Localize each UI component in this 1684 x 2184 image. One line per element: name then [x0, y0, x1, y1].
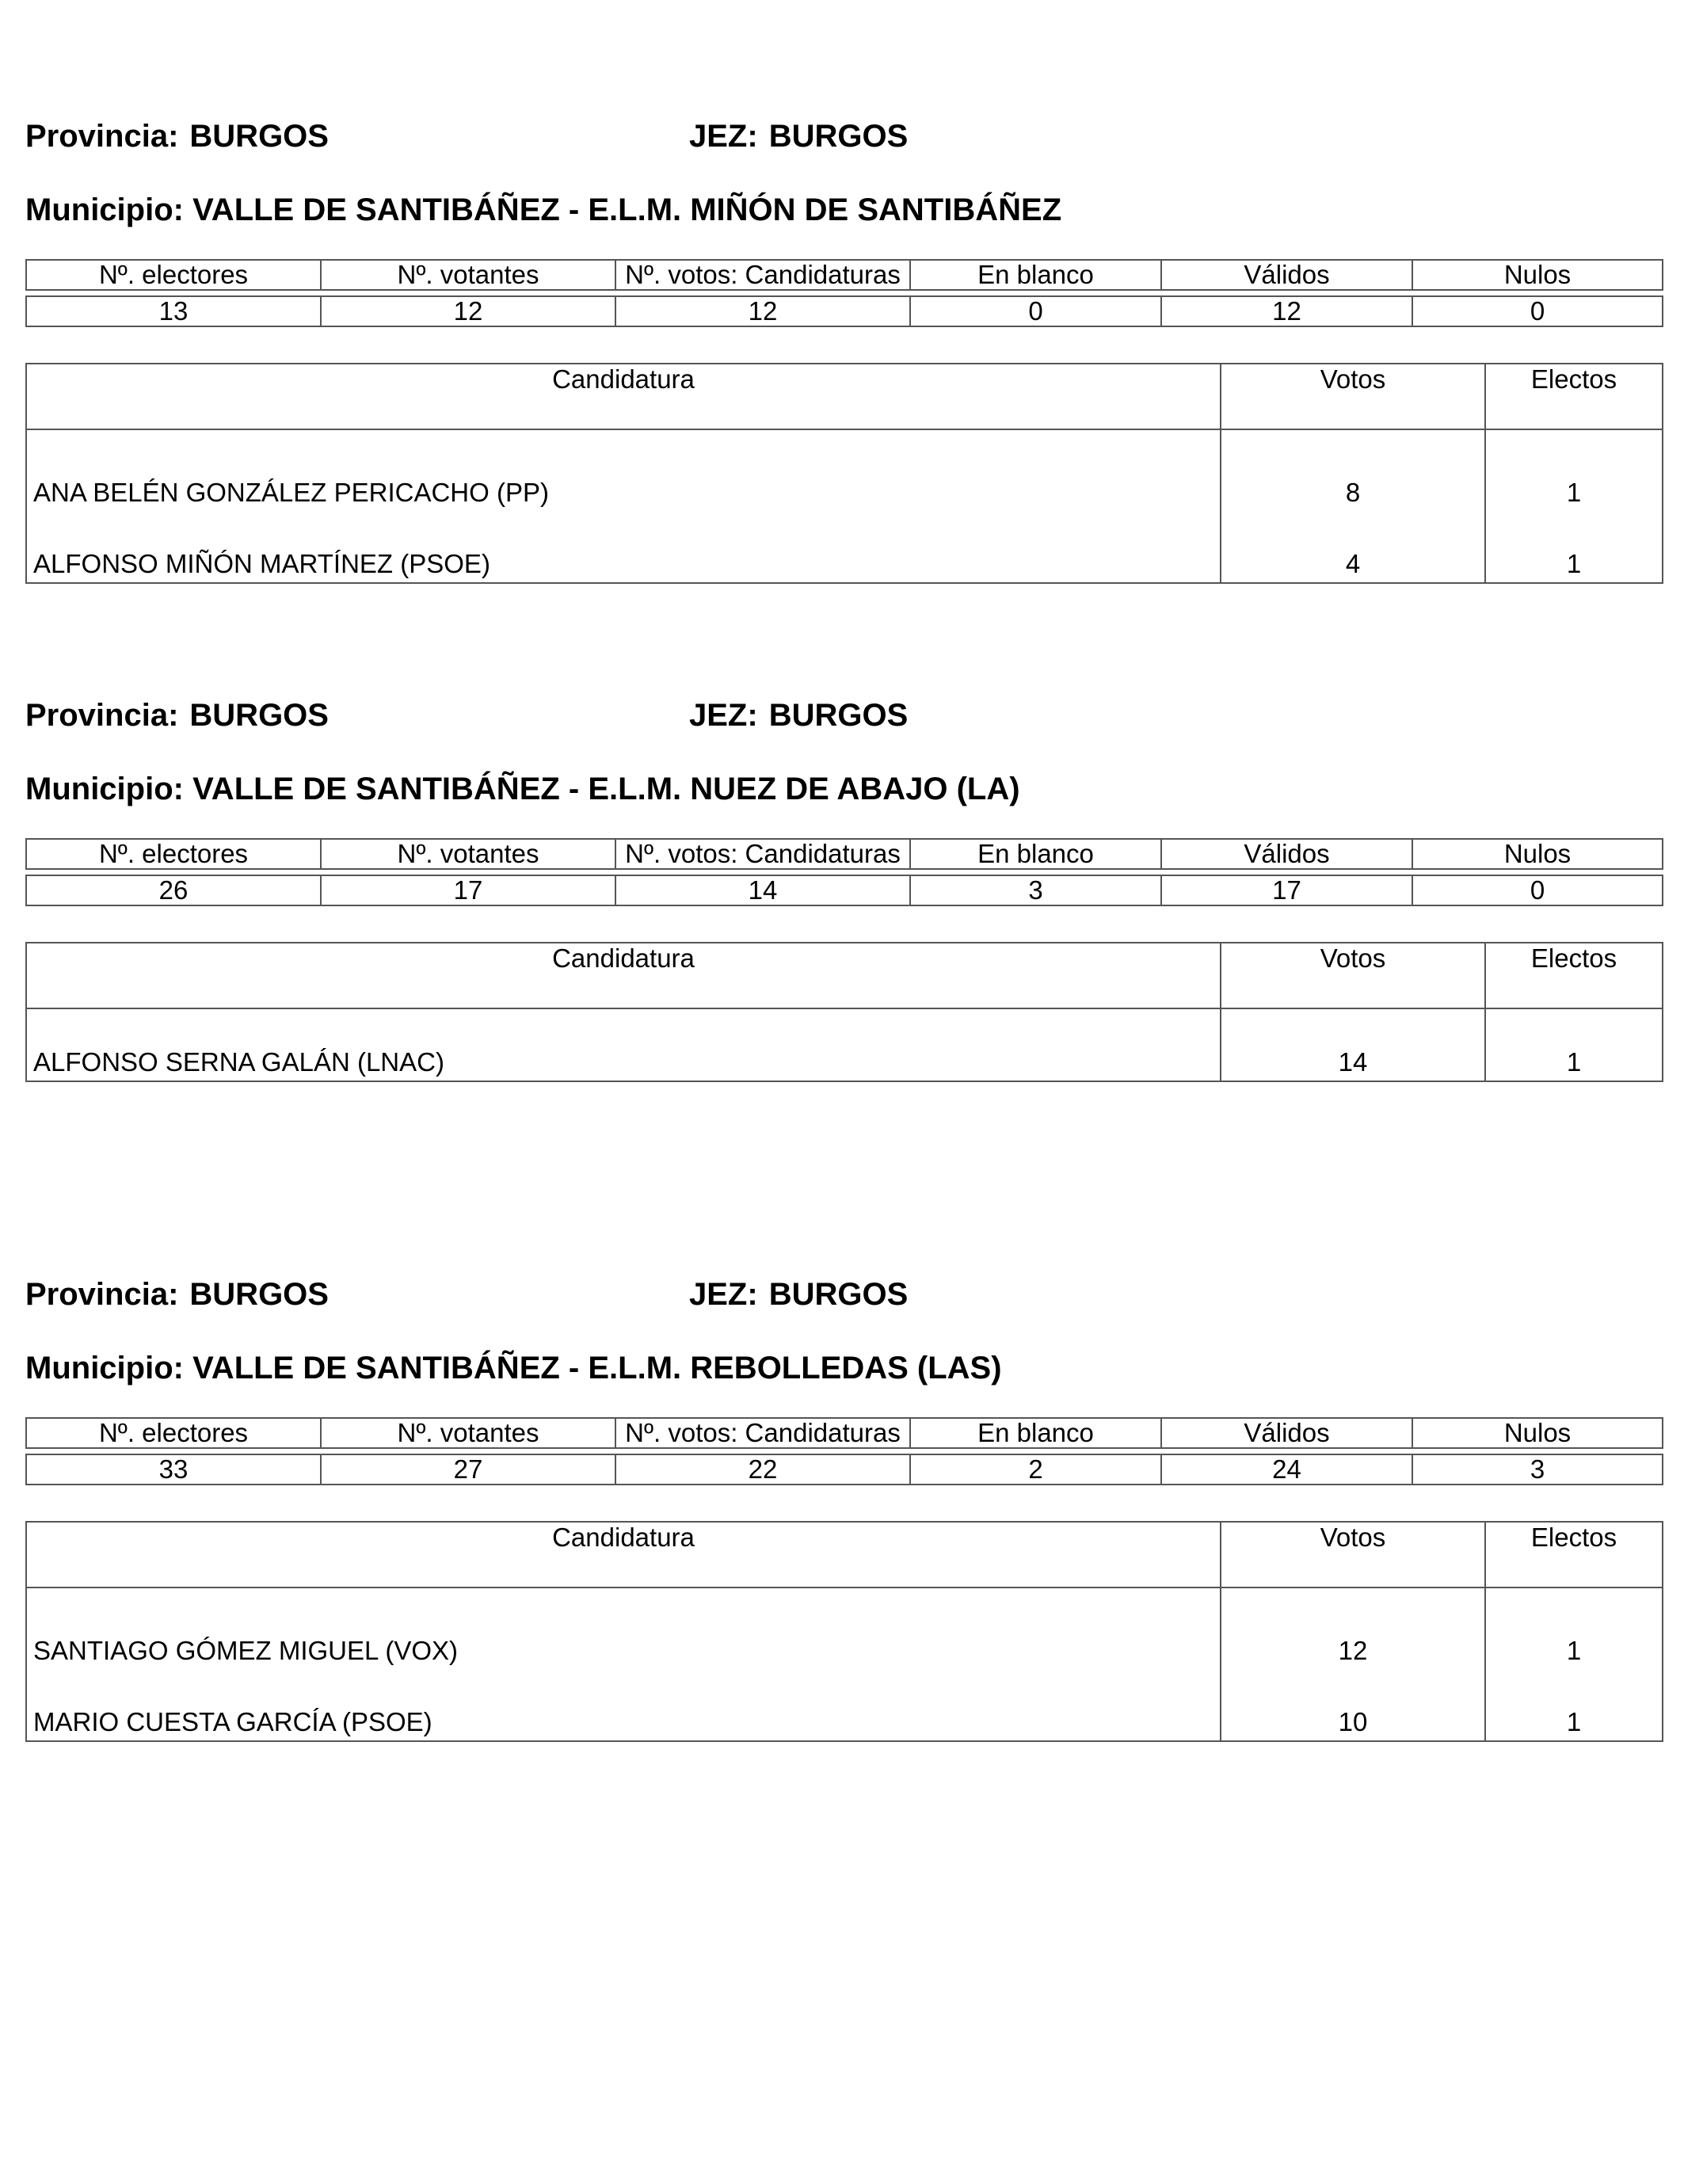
- stat-header: Nº. votos: Candidaturas: [615, 839, 910, 869]
- candidates-header-row: [26, 943, 1663, 1008]
- municipio-value: VALLE DE SANTIBÁÑEZ - E.L.M. MIÑÓN DE SANTIBÁÑEZ: [192, 192, 1062, 227]
- provincia-value: BURGOS: [189, 698, 329, 733]
- jez-value: BURGOS: [768, 1277, 909, 1312]
- stat-header: Nº. votantes: [321, 260, 615, 290]
- candidate-votos: 10: [1221, 1669, 1485, 1741]
- municipio-label: Municipio:: [25, 772, 184, 806]
- candidatura-header: Candidatura: [26, 1522, 1221, 1587]
- stat-header: En blanco: [910, 260, 1161, 290]
- stats-table: [25, 838, 1663, 906]
- municipio-label: Municipio:: [25, 192, 184, 227]
- stat-header: Nº. votantes: [321, 839, 615, 869]
- votos-header: Votos: [1221, 364, 1485, 429]
- candidate-name: ALFONSO MIÑÓN MARTÍNEZ (PSOE): [26, 511, 1221, 583]
- jez-label: JEZ:: [689, 698, 758, 733]
- candidatura-header: Candidatura: [26, 943, 1221, 1008]
- candidate-electos: 1: [1485, 1008, 1663, 1081]
- stat-header: Válidos: [1161, 839, 1412, 869]
- provincia-value: BURGOS: [189, 119, 329, 154]
- candidate-row: [26, 1669, 1663, 1741]
- stat-header: Nº. electores: [26, 839, 321, 869]
- provincia-line: [25, 119, 329, 154]
- stat-value: 13: [26, 296, 321, 326]
- candidates-header-row: [26, 364, 1663, 429]
- stats-table: [25, 1417, 1663, 1485]
- candidatura-header: Candidatura: [26, 364, 1221, 429]
- candidate-row: [26, 1587, 1663, 1669]
- stat-header: Nº. votantes: [321, 1418, 615, 1448]
- candidate-row: [26, 429, 1663, 511]
- stat-value: 12: [615, 296, 910, 326]
- stat-header: En blanco: [910, 839, 1161, 869]
- provincia-label: Provincia:: [25, 698, 179, 733]
- stat-header: Nº. votos: Candidaturas: [615, 1418, 910, 1448]
- candidate-row: [26, 1008, 1663, 1081]
- stat-value: 17: [321, 875, 615, 905]
- stats-value-row: [26, 296, 1663, 326]
- candidate-electos: 1: [1485, 1669, 1663, 1741]
- jez-line: [689, 1277, 908, 1312]
- candidates-table: [25, 942, 1663, 1082]
- provincia-line: [25, 698, 329, 733]
- stat-header: En blanco: [910, 1418, 1161, 1448]
- electos-header: Electos: [1485, 943, 1663, 1008]
- jez-value: BURGOS: [768, 119, 909, 154]
- stats-header-row: [26, 1418, 1663, 1448]
- jez-label: JEZ:: [689, 1277, 758, 1312]
- stat-header: Nº. votos: Candidaturas: [615, 260, 910, 290]
- provincia-line: [25, 1277, 329, 1312]
- provincia-value: BURGOS: [189, 1277, 329, 1312]
- provincia-label: Provincia:: [25, 119, 179, 154]
- candidate-votos: 14: [1221, 1008, 1485, 1081]
- stats-header-row: [26, 839, 1663, 869]
- jez-label: JEZ:: [689, 119, 758, 154]
- candidates-table: [25, 363, 1663, 584]
- votos-header: Votos: [1221, 943, 1485, 1008]
- candidate-votos: 4: [1221, 511, 1485, 583]
- stats-table: [25, 259, 1663, 327]
- stat-header: Válidos: [1161, 1418, 1412, 1448]
- stat-value: 12: [1161, 296, 1412, 326]
- stat-header: Nulos: [1412, 839, 1663, 869]
- candidates-header-row: [26, 1522, 1663, 1587]
- stat-header: Nulos: [1412, 1418, 1663, 1448]
- candidates-table: [25, 1521, 1663, 1742]
- candidate-votos: 8: [1221, 429, 1485, 511]
- candidate-name: SANTIAGO GÓMEZ MIGUEL (VOX): [26, 1587, 1221, 1669]
- stat-value: 12: [321, 296, 615, 326]
- municipio-value: VALLE DE SANTIBÁÑEZ - E.L.M. REBOLLEDAS (LAS): [192, 1351, 1002, 1385]
- jez-line: [689, 698, 908, 733]
- municipio-line: [25, 1351, 1002, 1385]
- stat-value: 22: [615, 1454, 910, 1485]
- stat-value: 27: [321, 1454, 615, 1485]
- electos-header: Electos: [1485, 364, 1663, 429]
- stat-value: 3: [910, 875, 1161, 905]
- stats-value-row: [26, 1454, 1663, 1485]
- electos-header: Electos: [1485, 1522, 1663, 1587]
- provincia-label: Provincia:: [25, 1277, 179, 1312]
- stats-value-row: [26, 875, 1663, 905]
- jez-value: BURGOS: [768, 698, 909, 733]
- candidate-electos: 1: [1485, 511, 1663, 583]
- stat-value: 26: [26, 875, 321, 905]
- municipio-value: VALLE DE SANTIBÁÑEZ - E.L.M. NUEZ DE ABAJO (LA): [192, 772, 1020, 806]
- stat-value: 14: [615, 875, 910, 905]
- stat-value: 0: [1412, 875, 1663, 905]
- stat-value: 3: [1412, 1454, 1663, 1485]
- candidate-name: ALFONSO SERNA GALÁN (LNAC): [26, 1008, 1221, 1081]
- stat-header: Válidos: [1161, 260, 1412, 290]
- stat-header: Nulos: [1412, 260, 1663, 290]
- candidate-electos: 1: [1485, 429, 1663, 511]
- candidate-votos: 12: [1221, 1587, 1485, 1669]
- jez-line: [689, 119, 908, 154]
- stat-value: 0: [910, 296, 1161, 326]
- municipio-line: [25, 772, 1020, 806]
- municipio-line: [25, 192, 1061, 227]
- municipio-label: Municipio:: [25, 1351, 184, 1385]
- stat-header: Nº. electores: [26, 260, 321, 290]
- candidate-name: MARIO CUESTA GARCÍA (PSOE): [26, 1669, 1221, 1741]
- stat-value: 0: [1412, 296, 1663, 326]
- candidate-row: [26, 511, 1663, 583]
- stat-value: 24: [1161, 1454, 1412, 1485]
- stat-value: 2: [910, 1454, 1161, 1485]
- votos-header: Votos: [1221, 1522, 1485, 1587]
- stats-header-row: [26, 260, 1663, 290]
- stat-header: Nº. electores: [26, 1418, 321, 1448]
- candidate-name: ANA BELÉN GONZÁLEZ PERICACHO (PP): [26, 429, 1221, 511]
- stat-value: 33: [26, 1454, 321, 1485]
- candidate-electos: 1: [1485, 1587, 1663, 1669]
- stat-value: 17: [1161, 875, 1412, 905]
